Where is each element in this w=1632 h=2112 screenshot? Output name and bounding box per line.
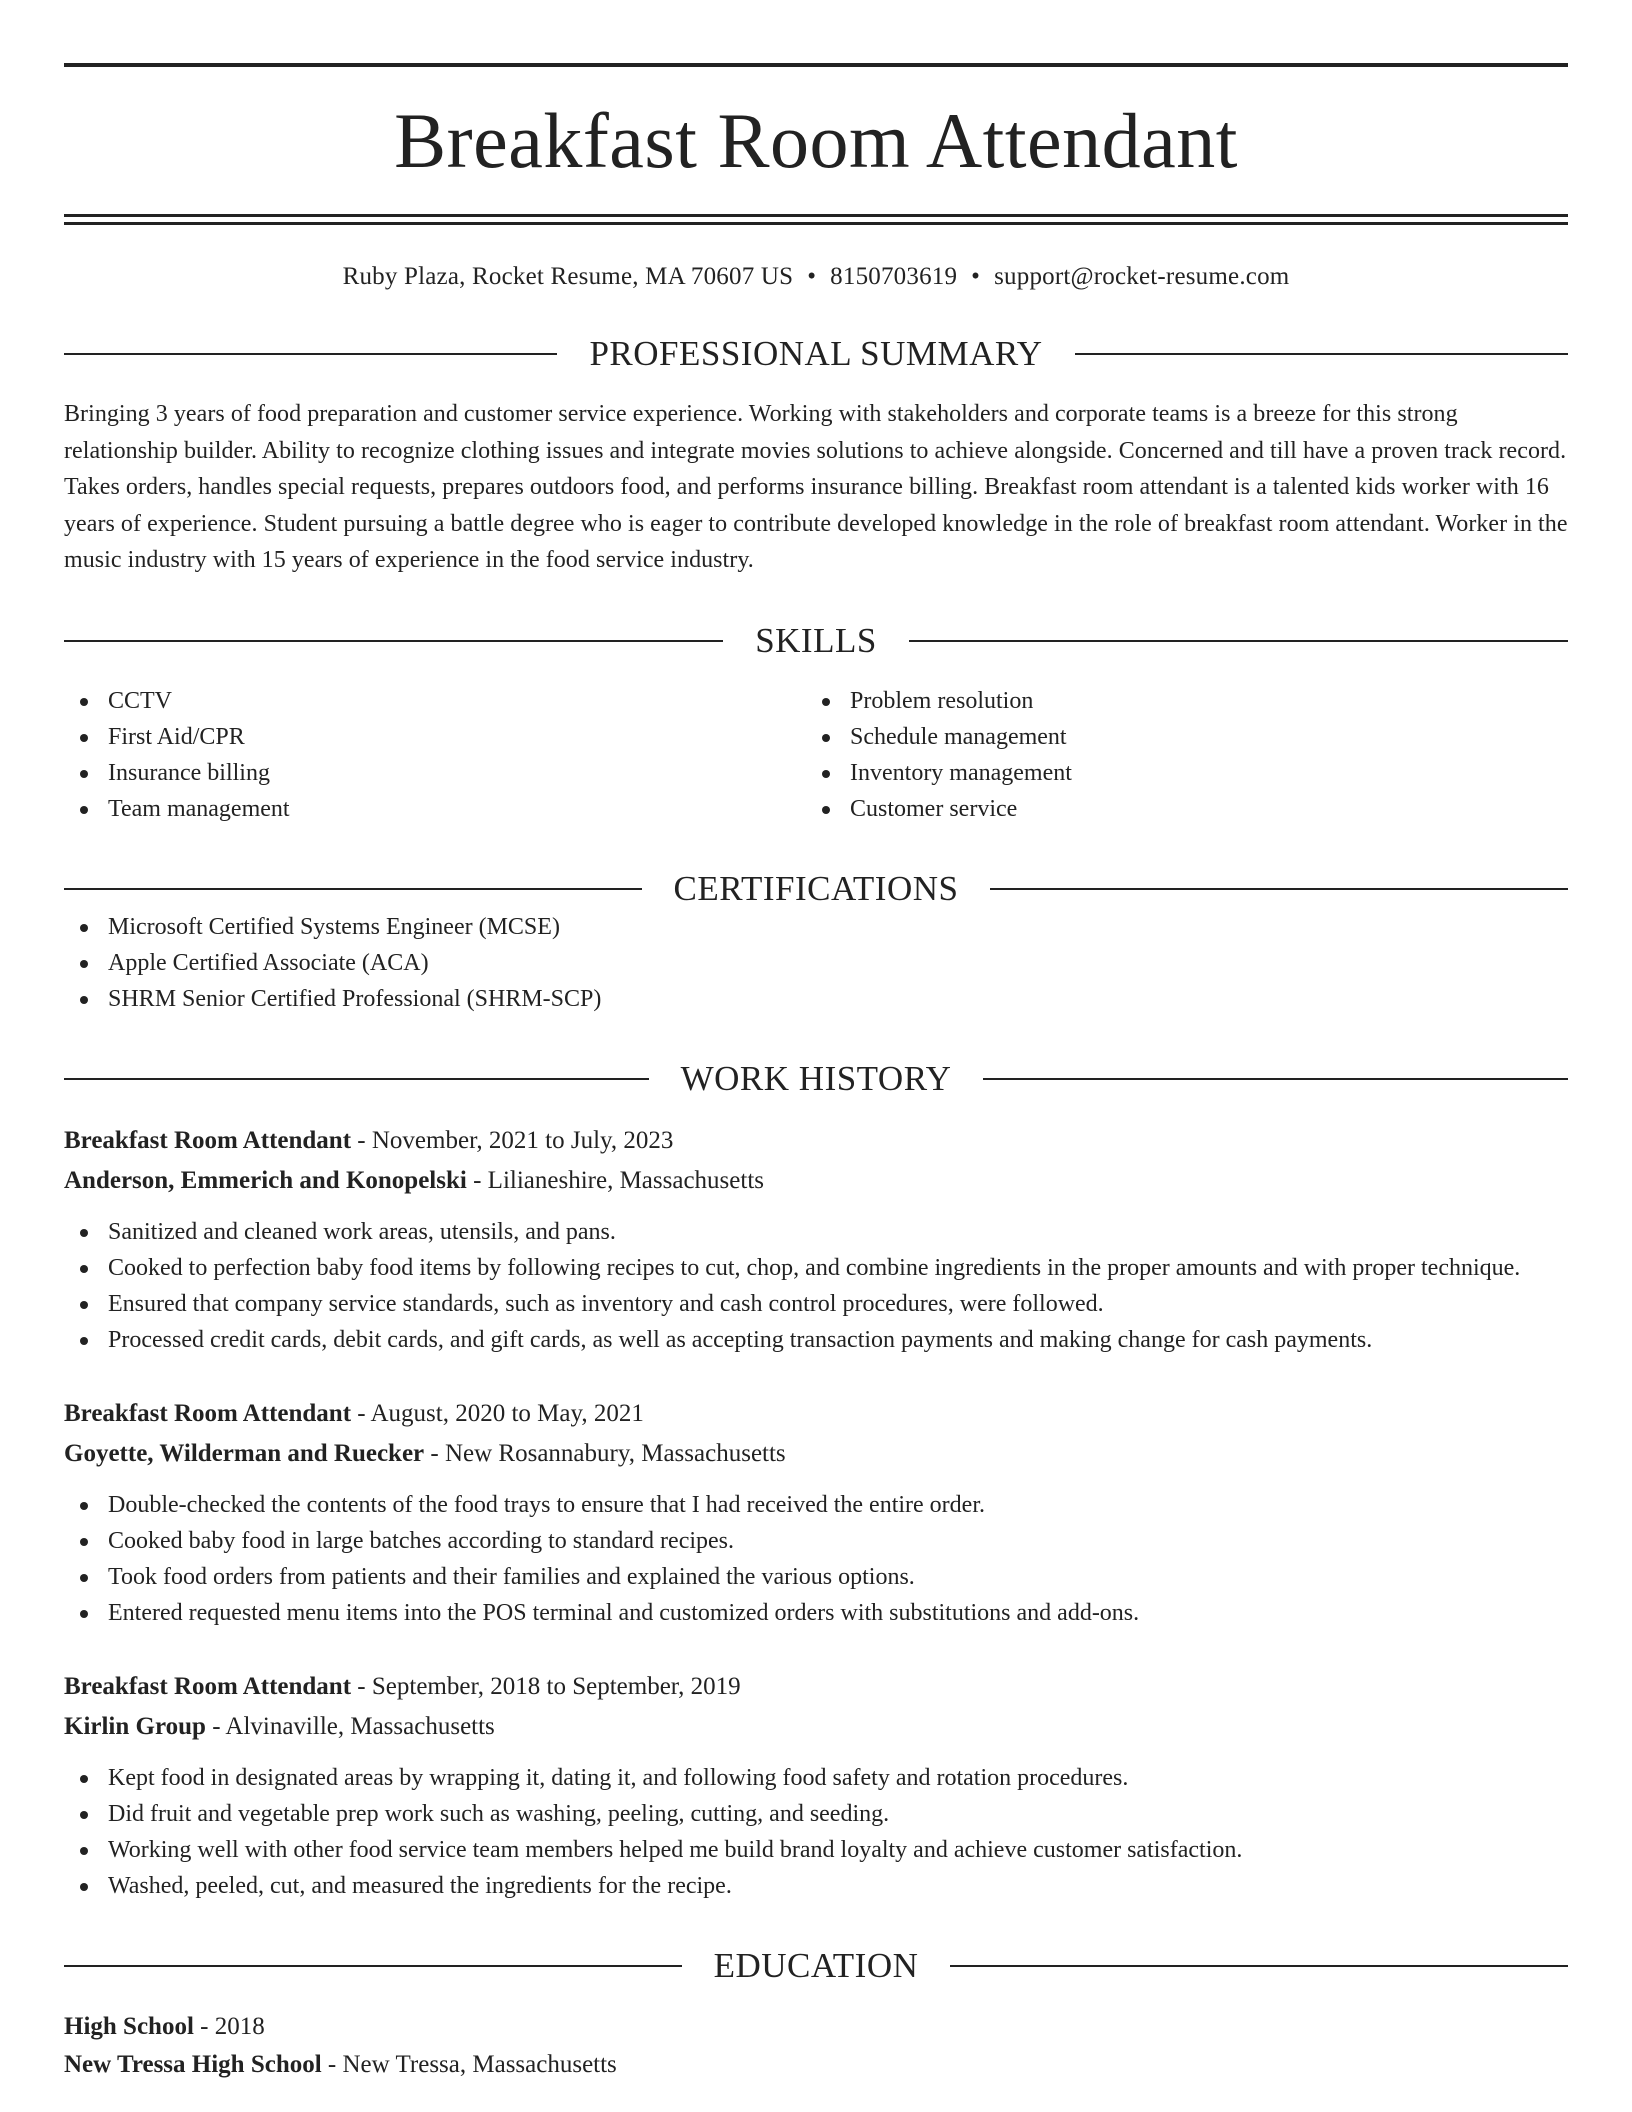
education-entry [64, 2008, 1568, 2084]
skill-item: CCTV [64, 683, 806, 719]
job-duty-item: Ensured that company service standards, such as inventory and cash control procedures, were followed. [64, 1286, 1568, 1322]
section-title: SKILLS [755, 620, 877, 660]
skill-item: First Aid/CPR [64, 719, 806, 755]
job-duty-item: Sanitized and cleaned work areas, utensils, and pans. [64, 1214, 1568, 1250]
skill-item: Insurance billing [64, 755, 806, 791]
job-duty-item: Entered requested menu items into the POS terminal and customized orders with substitutions and add-ons. [64, 1595, 1568, 1631]
certification-item: SHRM Senior Certified Professional (SHRM-SCP) [64, 981, 1568, 1017]
section-header-summary [64, 334, 1568, 374]
job-duty-item: Cooked to perfection baby food items by following recipes to cut, chop, and combine ingredients in the proper amounts and with proper technique. [64, 1250, 1568, 1286]
job-duties-list [64, 1214, 1568, 1358]
certification-item: Microsoft Certified Systems Engineer (MCSE) [64, 909, 1568, 945]
skills-column-left [64, 683, 806, 827]
job-title: Breakfast Room Attendant [64, 1672, 352, 1700]
job-company: Anderson, Emmerich and Konopelski [64, 1166, 467, 1194]
section-title: WORK HISTORY [680, 1058, 952, 1098]
contact-separator: • [971, 263, 981, 290]
job-location: - Alvinaville, Massachusetts [205, 1712, 495, 1740]
job-title-line [64, 1394, 1568, 1434]
job-entry [64, 1394, 1568, 1631]
job-location: - Lilianeshire, Massachusetts [466, 1166, 764, 1194]
contact-line [64, 262, 1568, 292]
job-dates: - August, 2020 to May, 2021 [351, 1399, 644, 1427]
job-entry [64, 1121, 1568, 1358]
section-header-skills [64, 621, 1568, 661]
job-company: Kirlin Group [64, 1712, 206, 1740]
contact-separator: • [807, 263, 817, 290]
section-title: CERTIFICATIONS [673, 868, 959, 908]
section-title: EDUCATION [713, 1945, 919, 1985]
job-company-line [64, 1707, 1568, 1747]
job-title: Breakfast Room Attendant [64, 1126, 352, 1154]
contact-email: support@rocket-resume.com [994, 263, 1290, 290]
skill-item: Problem resolution [806, 683, 1568, 719]
section-header-work-history [64, 1059, 1568, 1099]
job-title-line [64, 1667, 1568, 1707]
contact-address: Ruby Plaza, Rocket Resume, MA 70607 US [342, 263, 794, 290]
section-rule [990, 888, 1568, 890]
job-duty-item: Cooked baby food in large batches according to standard recipes. [64, 1523, 1568, 1559]
contact-phone: 8150703619 [830, 263, 958, 290]
section-title: PROFESSIONAL SUMMARY [589, 334, 1043, 373]
job-duty-item: Double-checked the contents of the food trays to ensure that I had received the entire order. [64, 1487, 1568, 1523]
job-company-line [64, 1161, 1568, 1201]
skills-column-right [806, 683, 1568, 827]
job-location: - New Rosannabury, Massachusetts [424, 1439, 786, 1467]
certification-item: Apple Certified Associate (ACA) [64, 945, 1568, 981]
section-rule [64, 353, 557, 355]
education-degree: High School [64, 2012, 194, 2040]
double-rule [64, 214, 1568, 225]
education-degree-line [64, 2008, 1568, 2046]
education-school-line [64, 2046, 1568, 2084]
job-entry [64, 1667, 1568, 1904]
resume-name: Breakfast Room Attendant [394, 97, 1238, 184]
education-location: - New Tressa, Massachusetts [321, 2050, 617, 2078]
job-dates: - November, 2021 to July, 2023 [351, 1126, 674, 1154]
skill-item: Inventory management [806, 755, 1568, 791]
section-rule [64, 640, 723, 642]
skill-item: Team management [64, 791, 806, 827]
job-duty-item: Washed, peeled, cut, and measured the ingredients for the recipe. [64, 1868, 1568, 1904]
education-year: - 2018 [193, 2012, 265, 2040]
job-company-line [64, 1434, 1568, 1474]
skills-list [64, 683, 1568, 827]
summary-text: Bringing 3 years of food preparation and customer service experience. Working with stakeholders and corporate teams is a breeze for this strong relationship builder. Ability to recognize clothing issues and integrate movies solutions to achieve alongside. Concerned and till have a proven track record. Takes orders, handles special requests, prepares outdoors food, and performs insurance billing. Breakfast room attendant is a talented kids worker with 16 years of experience. Student pursuing a battle degree who is eager to contribute developed knowledge in the role of breakfast room attendant. Worker in the music industry with 15 years of experience in the food service industry. [64, 401, 1568, 573]
job-duties-list [64, 1760, 1568, 1904]
skill-item: Schedule management [806, 719, 1568, 755]
job-duty-item: Kept food in designated areas by wrapping it, dating it, and following food safety and rotation procedures. [64, 1760, 1568, 1796]
section-rule [1075, 353, 1568, 355]
job-duty-item: Took food orders from patients and their families and explained the various options. [64, 1559, 1568, 1595]
skill-item: Customer service [806, 791, 1568, 827]
job-duty-item: Working well with other food service team members helped me build brand loyalty and achieve customer satisfaction. [64, 1832, 1568, 1868]
certifications-list [64, 909, 1568, 1017]
section-header-education [64, 1946, 1568, 1986]
job-duties-list [64, 1487, 1568, 1631]
section-rule [64, 1078, 649, 1080]
job-title-line [64, 1121, 1568, 1161]
education-school: New Tressa High School [64, 2050, 322, 2078]
section-rule [983, 1078, 1568, 1080]
job-title: Breakfast Room Attendant [64, 1399, 352, 1427]
job-duty-item: Did fruit and vegetable prep work such as washing, peeling, cutting, and seeding. [64, 1796, 1568, 1832]
section-rule [64, 888, 642, 890]
job-dates: - September, 2018 to September, 2019 [351, 1672, 741, 1700]
section-rule [950, 1965, 1568, 1967]
section-rule [909, 640, 1568, 642]
job-duty-item: Processed credit cards, debit cards, and gift cards, as well as accepting transaction payments and making change for cash payments. [64, 1322, 1568, 1358]
section-header-certifications [64, 869, 1568, 909]
section-rule [64, 1965, 682, 1967]
top-rule [64, 63, 1568, 67]
job-company: Goyette, Wilderman and Ruecker [64, 1439, 425, 1467]
